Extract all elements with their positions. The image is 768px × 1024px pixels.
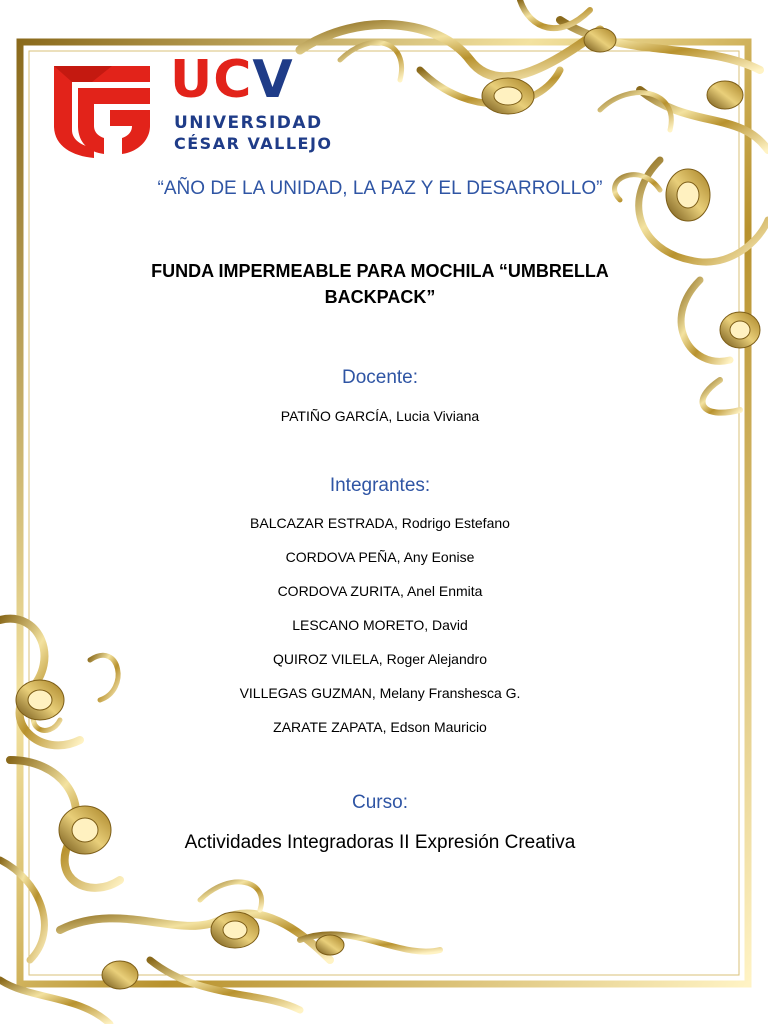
member-item: QUIROZ VILELA, Roger Alejandro (273, 651, 487, 667)
logo-university-line: UNIVERSIDAD (174, 113, 323, 133)
members-list (100, 515, 660, 753)
docente-name: PATIÑO GARCÍA, Lucia Viviana (280, 408, 480, 424)
document-title: FUNDA IMPERMEABLE PARA MOCHILA “UMBRELLA BACKPACK” (151, 261, 609, 307)
member-item: ZARATE ZAPATA, Edson Mauricio (273, 719, 487, 735)
curso-label: Curso: (352, 792, 408, 813)
logo-letter: C (213, 50, 253, 110)
member-item: BALCAZAR ESTRADA, Rodrigo Estefano (250, 515, 510, 531)
member-item: LESCANO MORETO, David (292, 617, 468, 633)
member-item: VILLEGAS GUZMAN, Melany Franshesca G. (239, 685, 521, 701)
ucv-emblem-icon (52, 60, 152, 158)
year-motto: “AÑO DE LA UNIDAD, LA PAZ Y EL DESARROLLO” (157, 178, 603, 199)
logo-acronym (170, 50, 294, 110)
logo-letter: V (252, 50, 294, 110)
integrantes-label: Integrantes: (329, 475, 431, 496)
member-item: CORDOVA ZURITA, Anel Enmita (277, 583, 483, 599)
course-name: Actividades Integradoras II Expresión Creativa (184, 832, 576, 853)
logo-name-line: CÉSAR VALLEJO (174, 134, 333, 153)
logo-letter: U (170, 50, 214, 110)
ucv-logo (52, 50, 333, 160)
docente-label: Docente: (341, 367, 419, 388)
member-item: CORDOVA PEÑA, Any Eonise (285, 549, 475, 565)
